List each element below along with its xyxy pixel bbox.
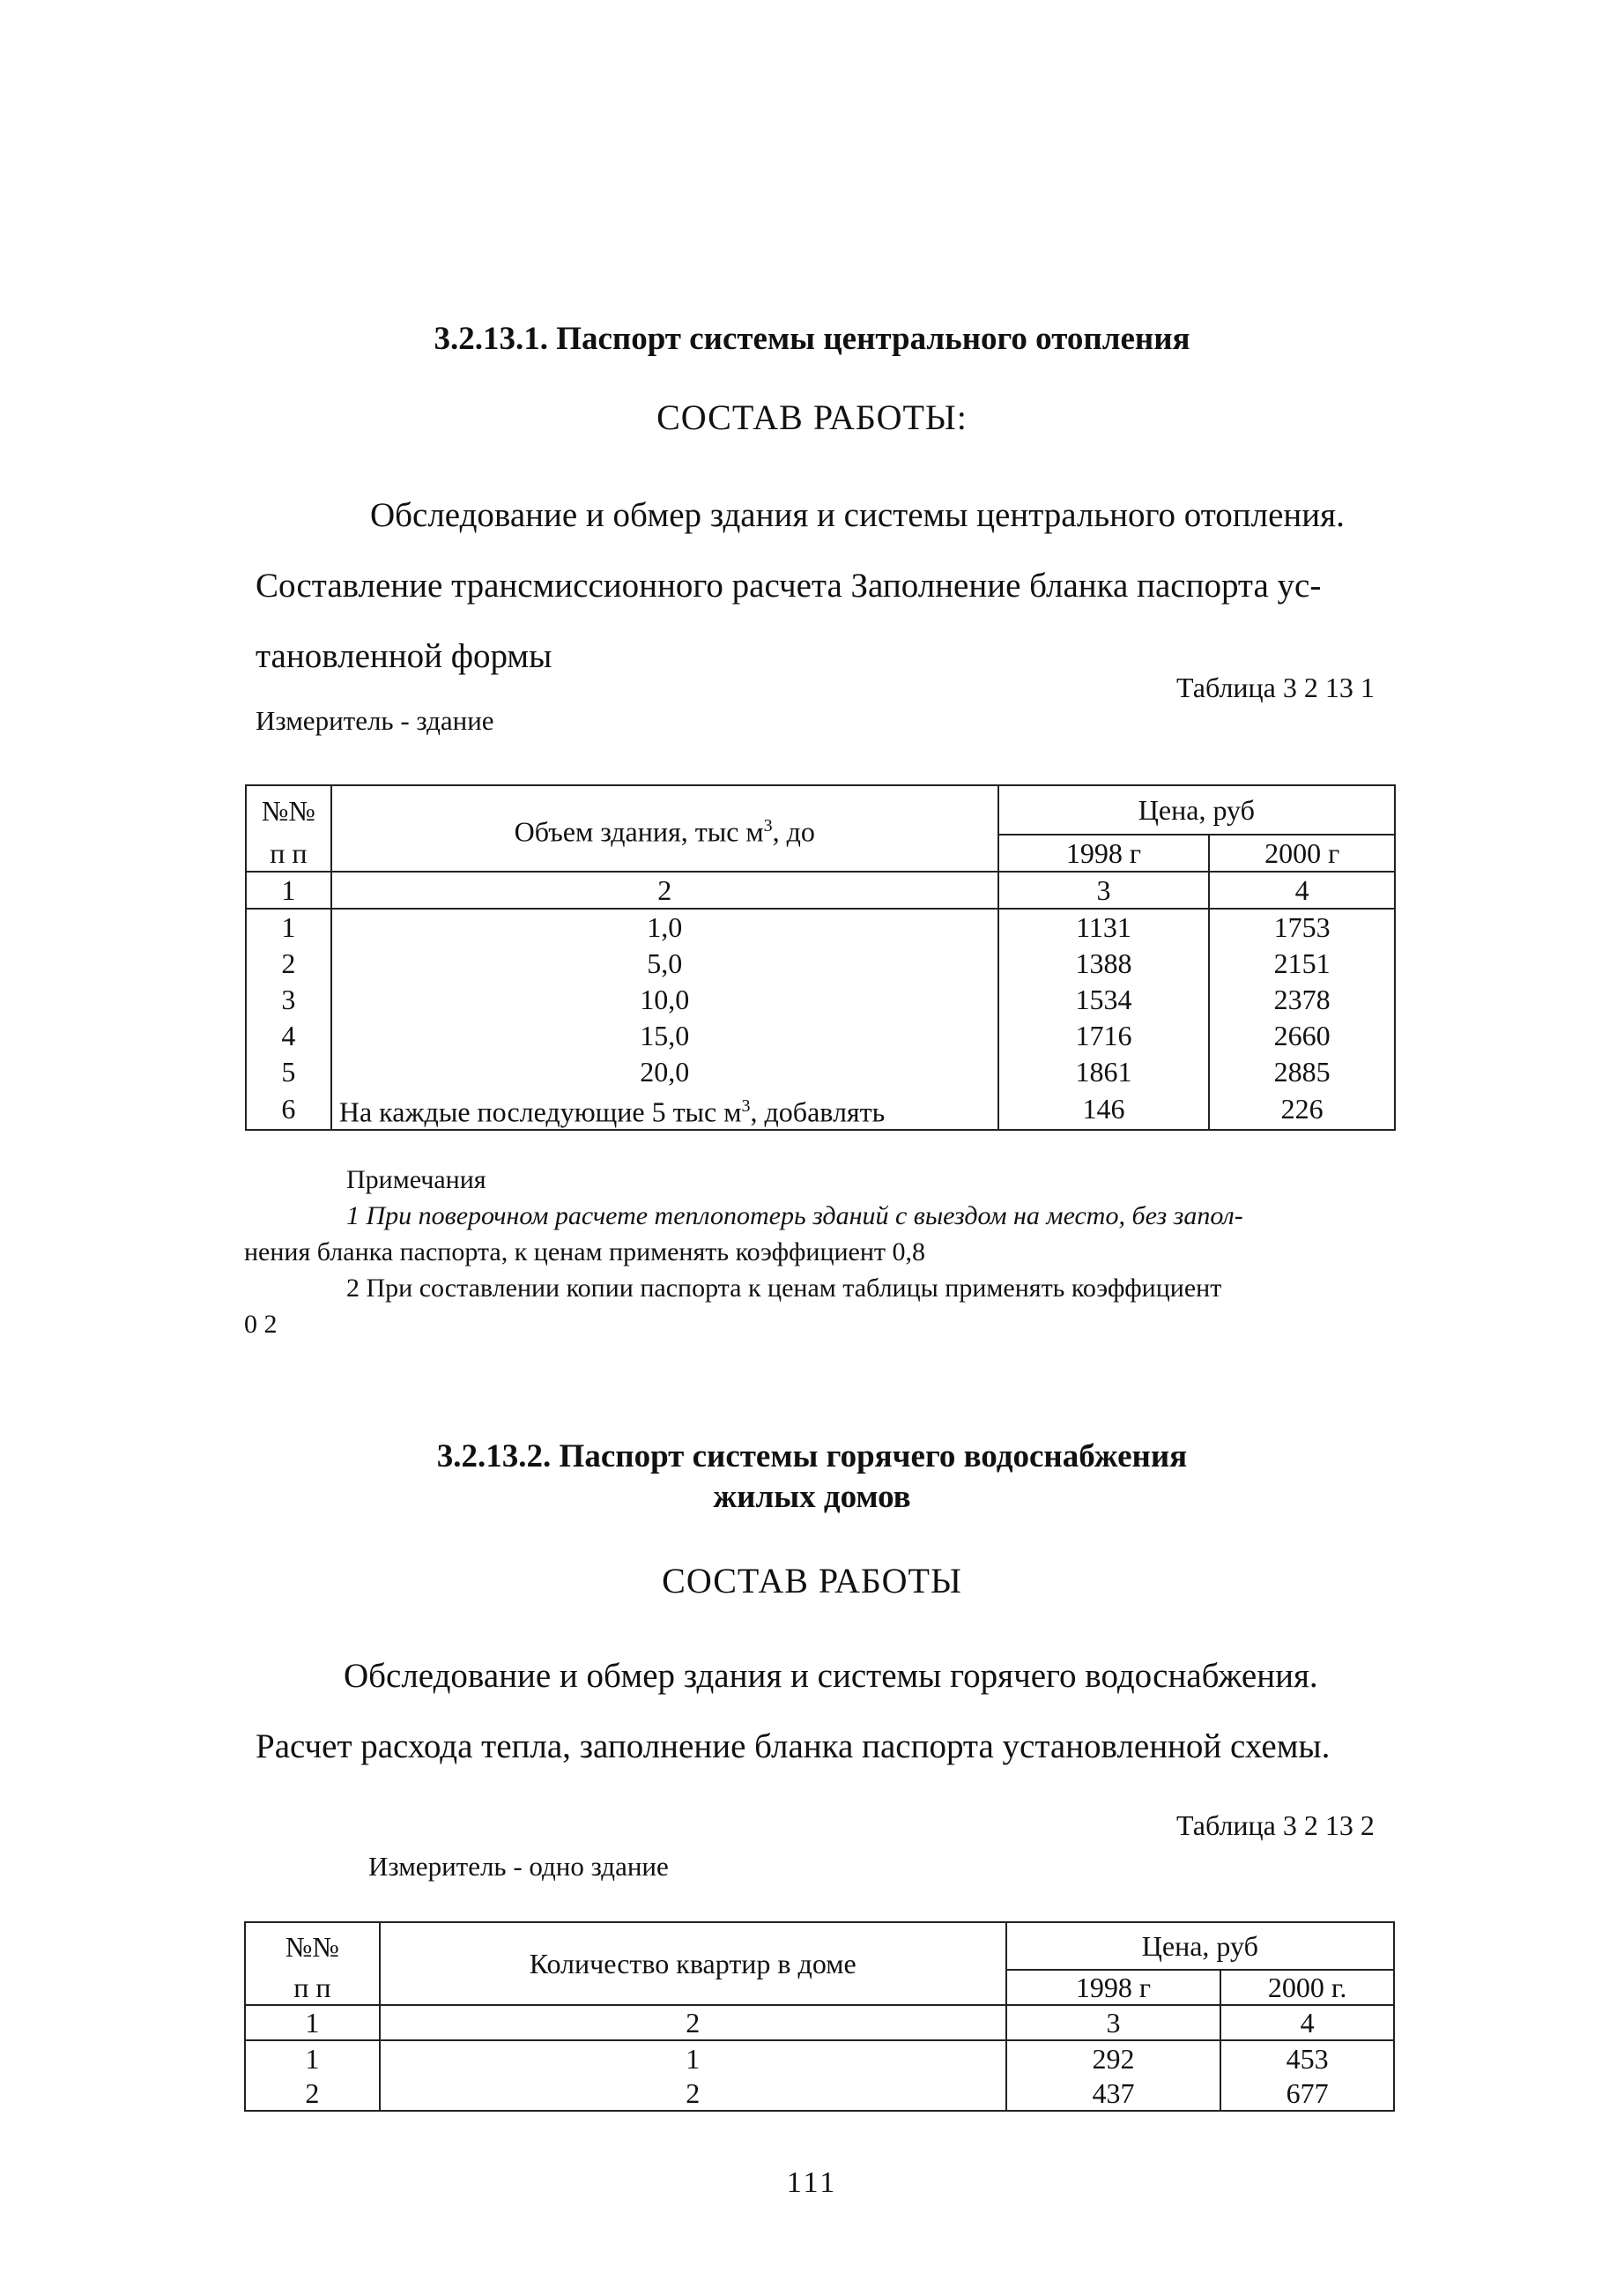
paragraph-line: Расчет расхода тепла, заполнение бланка паспорта установленной схемы. [256,1727,1331,1765]
note-1-line-1: 1 При поверочном расчете теплопотерь зданий с выездом на место, без запол- [346,1201,1243,1230]
year-2000-header: 2000 г [1209,835,1395,872]
table-row [246,1053,1395,1089]
price-1998: 1388 [998,945,1210,981]
row-desc: 2 [380,2076,1006,2111]
notes-block [244,1162,1392,1342]
price-table-heating [245,784,1396,1131]
row-desc: 5,0 [331,945,998,981]
section2-heading-line-1: 3.2.13.2. Паспорт системы горячего водоснабжения [436,1438,1188,1474]
price-1998: 1534 [998,981,1210,1017]
price-1998: 1716 [998,1017,1210,1053]
meter-label: Измеритель - здание [256,705,494,736]
column-number-row [245,2005,1394,2040]
section2-paragraph [256,1641,1392,1782]
column-number: 4 [1220,2005,1394,2040]
price-2000: 2885 [1209,1053,1395,1089]
table-row [245,2076,1394,2111]
column-number: 1 [246,872,331,909]
table-header-row [245,1922,1394,1970]
price-2000: 226 [1209,1089,1395,1130]
column-number: 2 [380,2005,1006,2040]
note-1-line-2: нения бланка паспорта, к ценам применять коэффициент 0,8 [244,1237,926,1266]
price-1998: 1131 [998,909,1210,945]
page-number: 111 [786,2166,838,2199]
column-number: 3 [1006,2005,1221,2040]
price-2000: 1753 [1209,909,1395,945]
row-number: 1 [245,2040,380,2076]
year-1998-header: 1998 г [1006,1970,1221,2005]
price-2000: 677 [1220,2076,1394,2111]
table-label: Таблица 3 2 13 1 [1176,672,1375,703]
section2-composition-title: СОСТАВ РАБОТЫ [662,1561,962,1600]
section1-heading: 3.2.13.1. Паспорт системы центрального отопления [434,321,1190,357]
paragraph-line: Обследование и обмер здания и системы горячего водоснабжения. [344,1657,1318,1695]
column-number: 1 [245,2005,380,2040]
table-row [246,1017,1395,1053]
table-row [246,1089,1395,1130]
price-header: Цена, руб [998,785,1395,835]
price-2000: 2660 [1209,1017,1395,1053]
row-number: 6 [246,1089,331,1130]
note-2-line-1: 2 При составлении копии паспорта к ценам таблицы применять коэффициент [346,1274,1222,1303]
section1-paragraph [256,480,1392,692]
paragraph-line: Составление трансмиссионного расчета Заполнение бланка паспорта ус- [256,567,1322,605]
price-1998: 1861 [998,1053,1210,1089]
row-desc: 15,0 [331,1017,998,1053]
table-row [246,945,1395,981]
row-desc: 10,0 [331,981,998,1017]
row-desc: 20,0 [331,1053,998,1089]
row-desc: На каждые последующие 5 тыс $м^3$, добавлять [331,1089,998,1130]
year-1998-header: 1998 г [998,835,1210,872]
section1-composition-title: СОСТАВ РАБОТЫ: [656,397,968,437]
col-no-header-sub: п п [245,1970,380,2005]
column-number-row [246,872,1395,909]
paragraph-line: Обследование и обмер здания и системы центрального отопления. [370,496,1345,534]
price-2000: 2378 [1209,981,1395,1017]
column-number: 3 [998,872,1210,909]
row-desc: 1,0 [331,909,998,945]
year-2000-header: 2000 г. [1220,1970,1394,2005]
table-row [246,981,1395,1017]
row-desc: 1 [380,2040,1006,2076]
col-no-header: №№ [246,785,331,835]
row-number: 5 [246,1053,331,1089]
col-desc-header: Объем здания, тыс $м^3$, до [331,785,998,872]
table-row [245,2040,1394,2076]
price-1998: 292 [1006,2040,1221,2076]
meter-label: Измеритель - одно здание [368,1851,669,1882]
note-2-line-2: 0 2 [244,1310,278,1339]
table-header-row [246,785,1395,835]
section2-heading [0,1437,1624,1518]
col-no-header: №№ [245,1922,380,1970]
row-number: 2 [246,945,331,981]
row-number: 4 [246,1017,331,1053]
col-desc-header: Количество квартир в доме [380,1922,1006,2005]
row-number: 3 [246,981,331,1017]
col-no-header-sub: п п [246,835,331,872]
price-table-hot-water [244,1921,1395,2112]
notes-title: Примечания [346,1165,486,1194]
price-1998: 437 [1006,2076,1221,2111]
column-number: 4 [1209,872,1395,909]
price-2000: 453 [1220,2040,1394,2076]
row-number: 2 [245,2076,380,2111]
row-number: 1 [246,909,331,945]
price-2000: 2151 [1209,945,1395,981]
paragraph-line: тановленной формы [256,637,552,675]
price-1998: 146 [998,1089,1210,1130]
price-header: Цена, руб [1006,1922,1394,1970]
section2-heading-line-2: жилых домов [713,1479,911,1515]
table-row [246,909,1395,945]
table-label: Таблица 3 2 13 2 [1176,1809,1375,1841]
column-number: 2 [331,872,998,909]
